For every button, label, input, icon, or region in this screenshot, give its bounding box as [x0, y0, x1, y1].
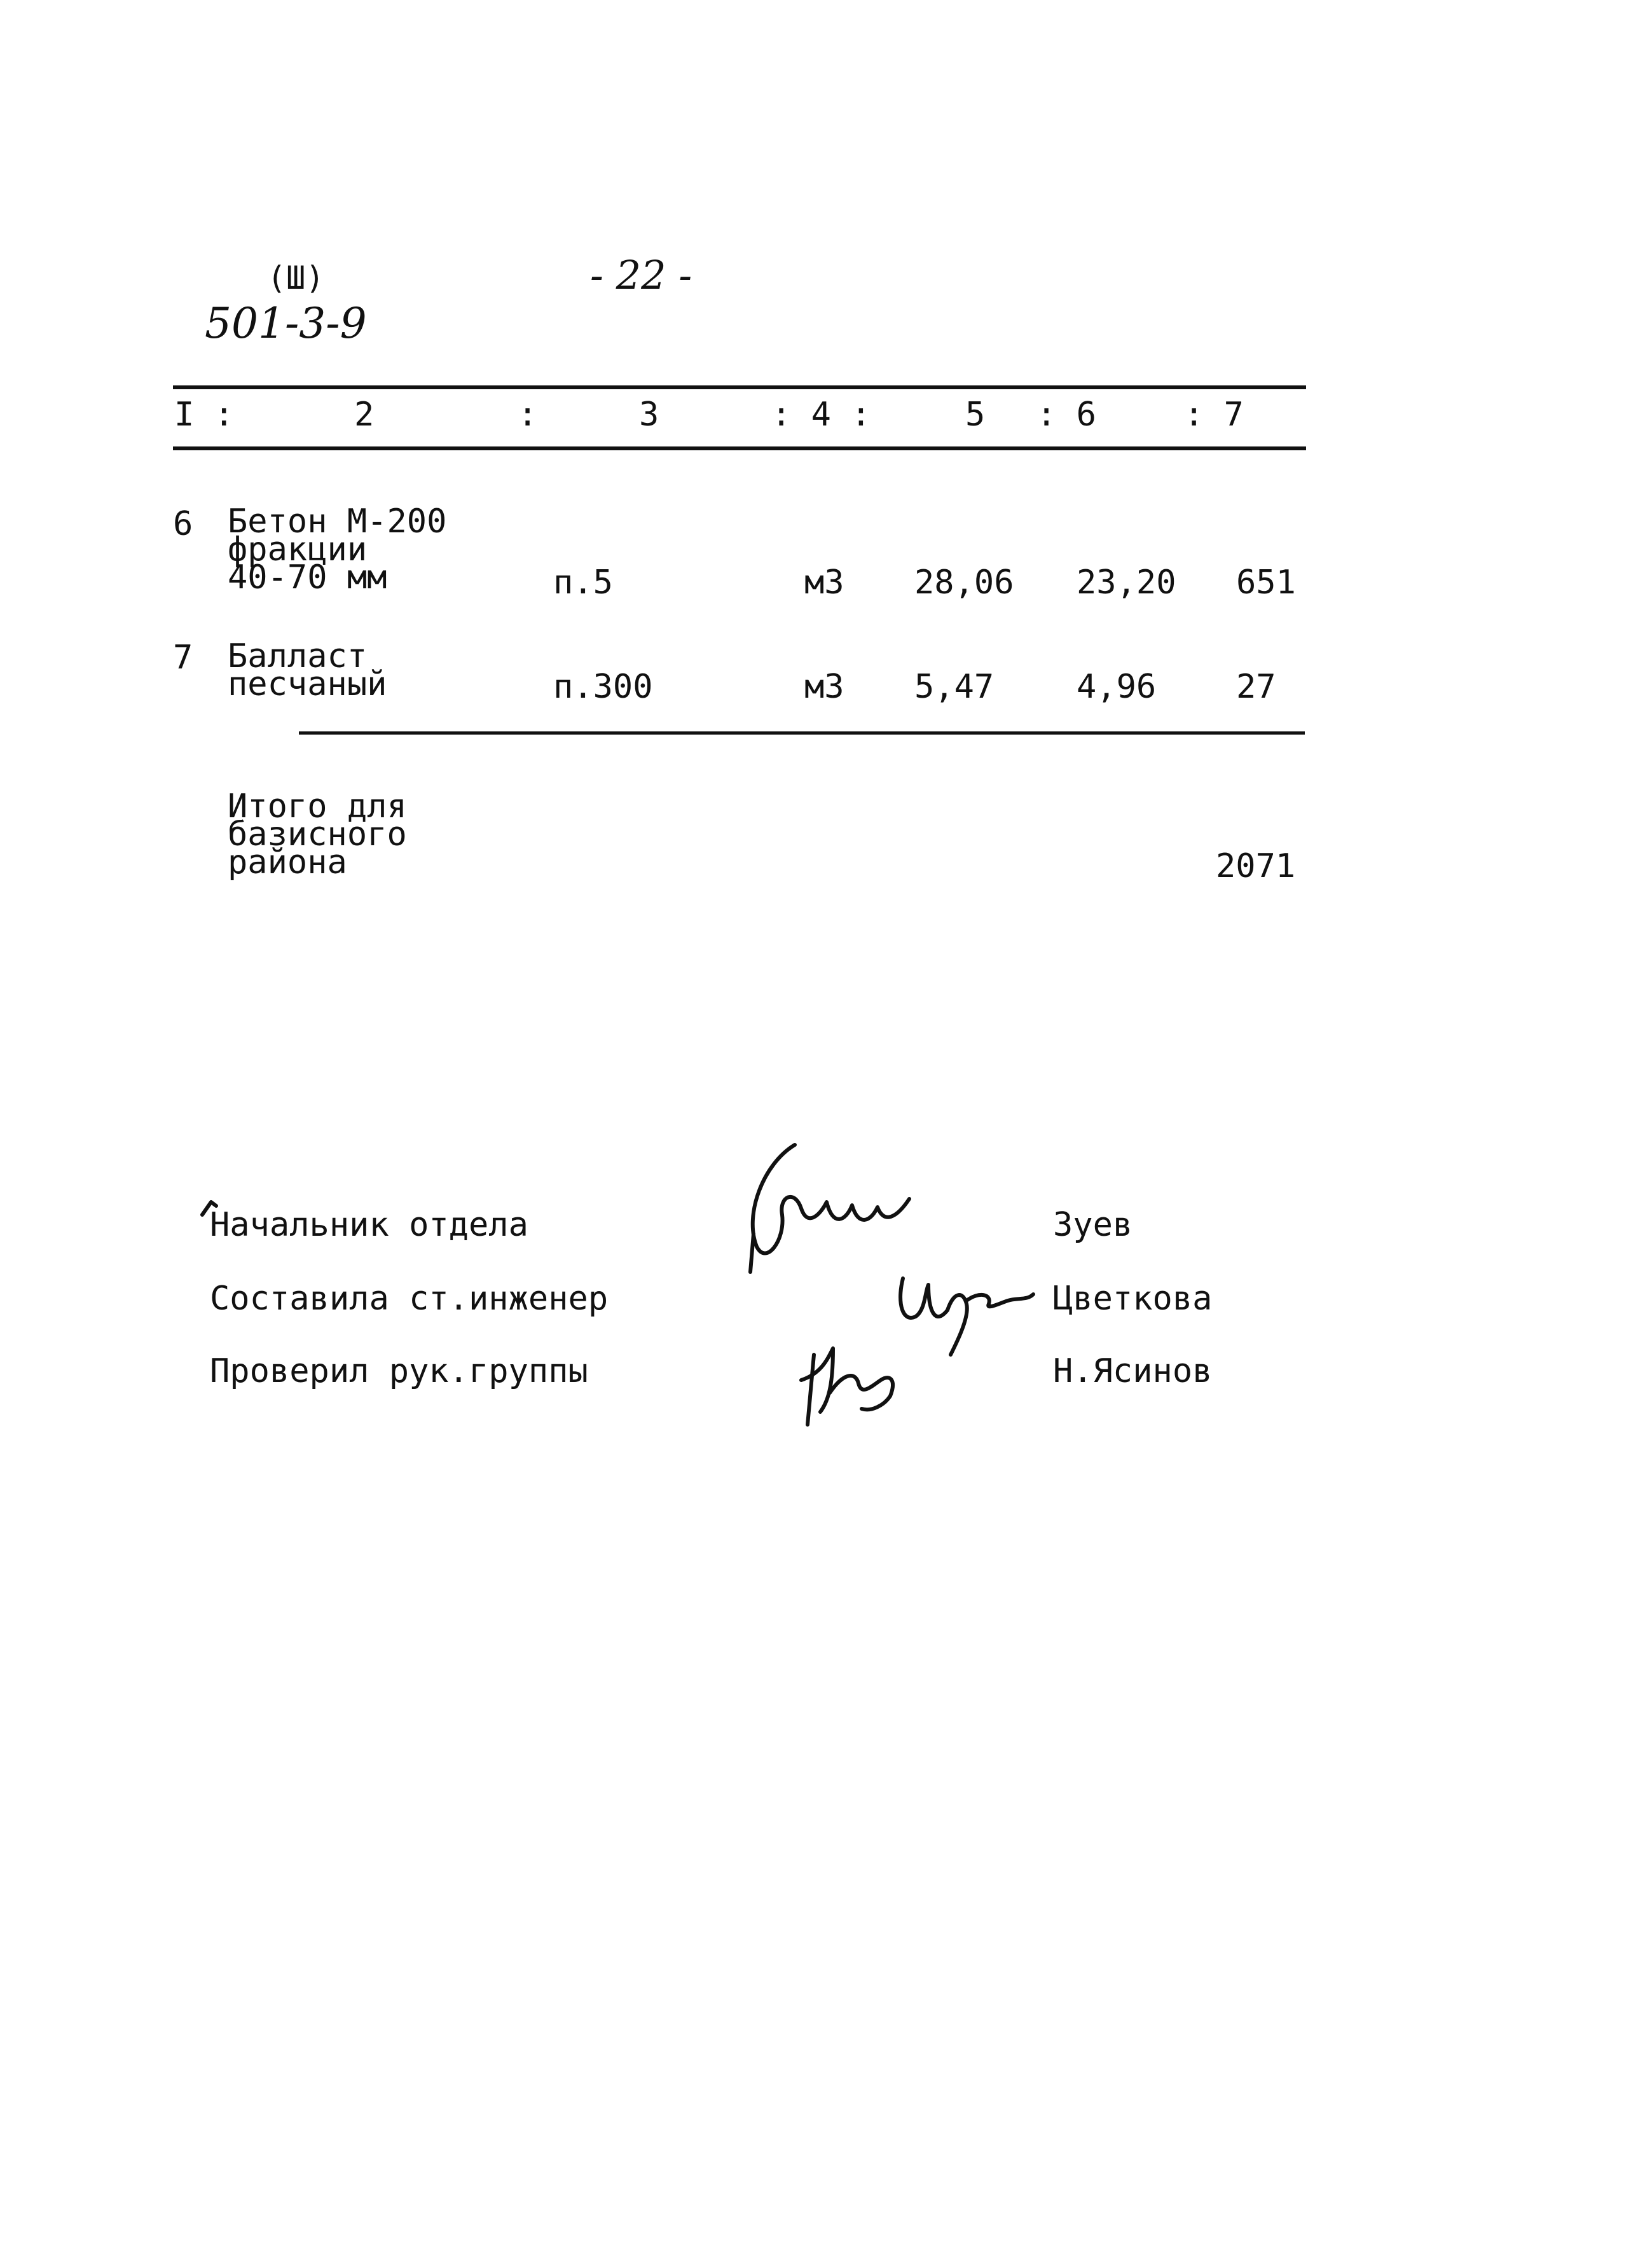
- total-label-line: базисного: [228, 815, 407, 854]
- column-header-6: : 6: [1036, 396, 1096, 434]
- row-name-line: Бетон М-200: [228, 502, 447, 541]
- total-value: 2071: [1216, 847, 1296, 885]
- row-col6: 23,20: [1077, 564, 1176, 602]
- row-unit: м3: [804, 564, 844, 602]
- column-header-4: : 4 :: [771, 396, 871, 434]
- role-department-head: Начальник отдела: [210, 1206, 528, 1244]
- total-rule: [299, 731, 1305, 735]
- role-compiler: Составила ст.инженер: [210, 1280, 609, 1318]
- page-number: - 22 -: [590, 252, 692, 298]
- section-code: (Ш): [267, 259, 325, 296]
- total-label-line: Итого для: [228, 787, 407, 826]
- column-header-3: 3: [639, 396, 659, 434]
- role-checker: Проверил рук.группы: [210, 1352, 588, 1390]
- row-basis: п.5: [553, 564, 613, 602]
- total-label-line: района: [228, 843, 347, 882]
- name-checker: Н.Ясинов: [1053, 1352, 1213, 1390]
- signature-checker: [795, 1336, 922, 1431]
- row-col7: 27: [1236, 668, 1276, 706]
- total-label: [228, 787, 407, 882]
- name-department-head: Зуев: [1053, 1206, 1133, 1244]
- column-header-2: 2: [354, 396, 375, 434]
- project-code: 501-3-9: [205, 299, 367, 348]
- row-unit: м3: [804, 668, 844, 706]
- row-name-line: 40-70 мм: [228, 558, 387, 597]
- column-header-5: 5: [965, 396, 986, 434]
- row-name-line: песчаный: [228, 665, 387, 703]
- row-name-line: фракции: [228, 530, 368, 569]
- row-basis: п.300: [553, 668, 653, 706]
- row-col5: 28,06: [914, 564, 1014, 602]
- tick-mark: [197, 1196, 223, 1221]
- row-number: 7: [173, 639, 193, 677]
- row-name-line: Балласт: [228, 637, 368, 675]
- row-number: 6: [173, 505, 193, 543]
- signature-department-head: [738, 1138, 928, 1278]
- row-name: [228, 502, 447, 597]
- column-header-1: I :: [174, 396, 234, 434]
- column-separator: :: [518, 396, 538, 434]
- row-col5: 5,47: [914, 668, 995, 706]
- row-col7: 651: [1236, 564, 1296, 602]
- table-top-rule: [173, 385, 1306, 389]
- column-header-7: : 7: [1184, 396, 1244, 434]
- row-name: [228, 637, 387, 703]
- name-compiler: Цветкова: [1053, 1280, 1213, 1318]
- header-bottom-rule: [173, 446, 1306, 450]
- row-col6: 4,96: [1077, 668, 1157, 706]
